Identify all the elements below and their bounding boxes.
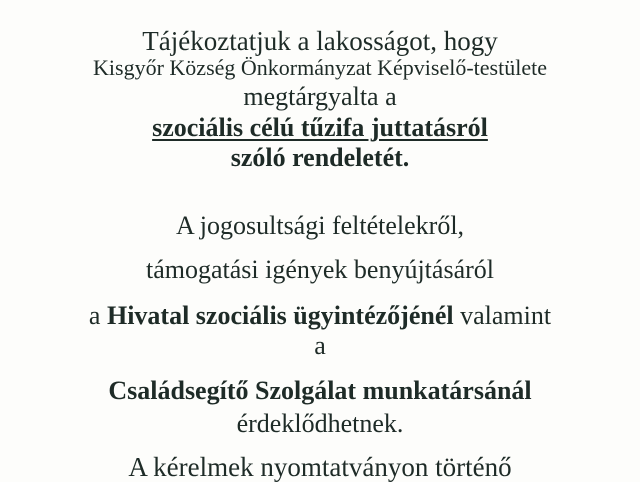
eligibility-line: A jogosultsági feltételekről,	[175, 211, 465, 240]
connector-line: a	[314, 331, 326, 360]
requests-line: A kérelmek nyomtatványon történő	[128, 452, 512, 482]
application-line: támogatási igények benyújtásáról	[145, 255, 494, 284]
office-name: Hivatal szociális ügyintézőjénél	[106, 301, 454, 330]
decree-title: szociális célú tűzifa juttatásról	[152, 113, 488, 142]
inquire-line: érdeklődhetnek.	[236, 409, 404, 438]
office-pre: a	[88, 301, 107, 330]
discussed-line: megtárgyalta a	[243, 82, 397, 111]
family-service-line: Családsegítő Szolgálat munkatársánál	[108, 376, 532, 405]
office-post: valamint	[453, 301, 552, 330]
intro-line: Tájékoztatjuk a lakosságot, hogy	[142, 26, 498, 56]
council-line: Kisgyőr Község Önkormányzat Képviselő-testülete	[93, 55, 547, 80]
office-line	[0, 303, 640, 329]
decree-subtitle: szóló rendeletét.	[230, 143, 410, 172]
